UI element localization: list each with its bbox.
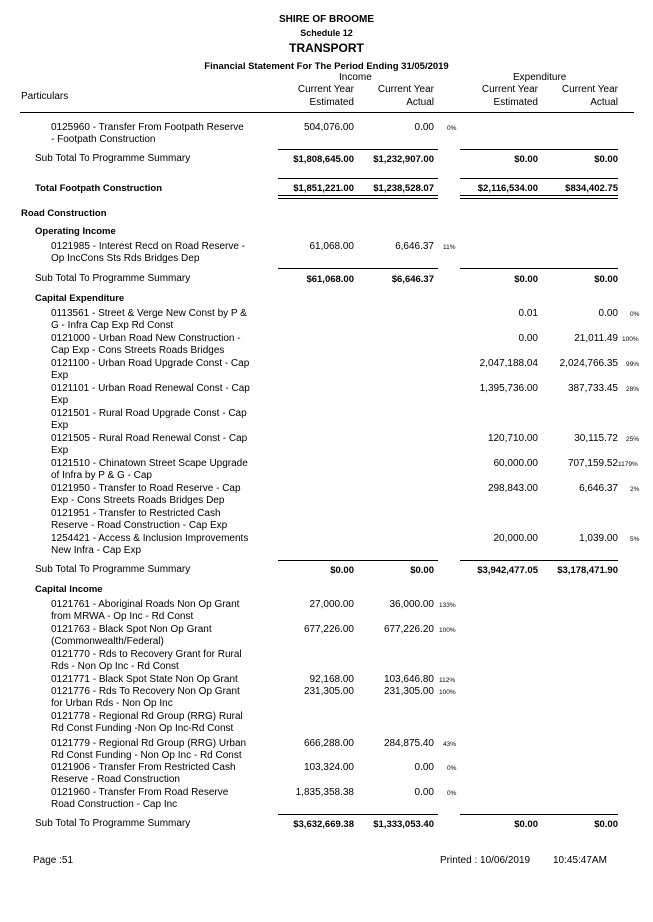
exp-act-head-1: Current Year <box>561 84 618 95</box>
op-subtotal-exp-est: $0.00 <box>514 274 538 285</box>
row-0121505-desc-2: Exp <box>51 445 69 456</box>
exp-est-head-2: Estimated <box>493 97 538 108</box>
row-0121763-desc-1: 0121763 - Black Spot Non Op Grant <box>51 624 212 635</box>
page-number: Page :51 <box>33 855 74 866</box>
capital-expenditure-heading: Capital Expenditure <box>35 293 125 304</box>
row-0121510-desc-2: of Infra by P & G - Cap <box>51 470 152 481</box>
particulars-label: Particulars <box>21 91 69 102</box>
ci-subtotal-inc-act: $1,333,053.40 <box>373 819 434 830</box>
total-rule-inc <box>278 178 438 179</box>
subtotal-rule-exp <box>460 149 618 150</box>
row-0121960-inc-act: 0.00 <box>414 787 434 798</box>
row-0121510-pct: 1179% <box>618 461 638 468</box>
row-0121000-pct: 100% <box>622 336 639 343</box>
total-double-rule-exp <box>460 195 618 199</box>
op-sub-rule-inc <box>278 268 438 269</box>
row-0121906-inc-act: 0.00 <box>414 762 434 773</box>
op-subtotal-label: Sub Total To Programme Summary <box>35 273 191 284</box>
row-0121761-desc-2: from MRWA - Op Inc - Rd Const <box>51 611 194 622</box>
row-1254421-exp-est: 20,000.00 <box>493 533 538 544</box>
row-1254421-exp-act: 1,039.00 <box>579 533 618 544</box>
row-0121906-pct: 0% <box>447 765 457 772</box>
row-0125960-desc-2: - Footpath Construction <box>51 134 156 145</box>
ci-subtotal-inc-est: $3,632,669.38 <box>293 819 354 830</box>
op-sub-rule-exp <box>460 268 618 269</box>
row-0121906-inc-est: 103,324.00 <box>303 762 354 773</box>
row-0113561-desc-2: G - Infra Cap Exp Rd Const <box>51 320 174 331</box>
schedule-number: Schedule 12 <box>300 28 353 38</box>
ci-sub-rule-inc <box>278 814 438 815</box>
ce-sub-rule-exp <box>460 560 618 561</box>
ci-subtotal-exp-act: $0.00 <box>594 819 618 830</box>
row-0121950-desc-2: Exp - Cons Streets Roads Bridges Dep <box>51 495 225 506</box>
ce-subtotal-exp-act: $3,178,471.90 <box>557 565 618 576</box>
row-0121505-desc-1: 0121505 - Rural Road Renewal Const - Cap <box>51 433 248 444</box>
row-0121763-pct: 100% <box>439 627 456 634</box>
row-0125960-desc-1: 0125960 - Transfer From Footpath Reserve <box>51 122 244 133</box>
row-0121000-exp-est: 0.00 <box>518 333 538 344</box>
row-0121763-inc-est: 677,226.00 <box>303 624 354 635</box>
org-name: SHIRE OF BROOME <box>278 14 374 25</box>
row-0121779-desc-2: Rd Const Funding - Non Op Inc - Rd Const <box>51 750 242 761</box>
footpath-subtotal-label: Sub Total To Programme Summary <box>35 153 191 164</box>
row-0121770-desc-1: 0121770 - Rds to Recovery Grant for Rural <box>51 649 242 660</box>
footpath-subtotal-inc-act: $1,232,907.00 <box>373 154 434 165</box>
printed-date: Printed : 10/06/2019 <box>440 855 531 866</box>
row-0121776-desc-1: 0121776 - Rds To Recovery Non Op Grant <box>51 686 240 697</box>
row-0121100-pct: 99% <box>626 361 640 368</box>
row-0121951-desc-1: 0121951 - Transfer to Restricted Cash <box>51 508 221 519</box>
income-label: Income <box>339 72 372 83</box>
row-0121101-exp-est: 1,395,736.00 <box>479 383 538 394</box>
row-0121906-desc-2: Reserve - Road Construction <box>51 774 180 785</box>
row-0121505-exp-est: 120,710.00 <box>487 433 538 444</box>
row-0121776-desc-2: for Urban Rds - Non Op Inc <box>51 698 173 709</box>
ce-subtotal-label: Sub Total To Programme Summary <box>35 564 191 575</box>
row-0125960-inc-pct: 0% <box>447 125 457 132</box>
row-0121761-pct: 133% <box>439 602 456 609</box>
footpath-subtotal-exp-est: $0.00 <box>514 154 538 165</box>
row-0121101-desc-1: 0121101 - Urban Road Renewal Const - Cap <box>51 383 250 394</box>
row-0121779-desc-1: 0121779 - Regional Rd Group (RRG) Urban <box>51 738 247 749</box>
row-0121501-desc-1: 0121501 - Rural Road Upgrade Const - Cap <box>51 408 247 419</box>
row-0121985-inc-pct: 11% <box>443 244 456 251</box>
statement-title: Financial Statement For The Period Ending 31/05/2019 <box>204 61 449 72</box>
row-0121985-inc-est: 61,068.00 <box>309 241 354 252</box>
row-0121985-desc-2: Op IncCons Sts Rds Bridges Dep <box>51 253 200 264</box>
inc-act-head-2: Actual <box>406 97 434 108</box>
ci-sub-rule-exp <box>460 814 618 815</box>
row-0121951-desc-2: Reserve - Road Construction - Cap Exp <box>51 520 228 531</box>
total-rule-exp <box>460 178 618 179</box>
row-0121950-exp-act: 6,646.37 <box>579 483 618 494</box>
inc-est-head-1: Current Year <box>297 84 354 95</box>
row-0125960-inc-act: 0.00 <box>414 122 434 133</box>
inc-est-head-2: Estimated <box>309 97 354 108</box>
op-subtotal-inc-est: $61,068.00 <box>306 274 354 285</box>
footpath-subtotal-exp-act: $0.00 <box>594 154 618 165</box>
footpath-total-inc-est: $1,851,221.00 <box>293 183 354 194</box>
ci-subtotal-label: Sub Total To Programme Summary <box>35 818 191 829</box>
row-0121960-inc-est: 1,835,358.38 <box>295 787 354 798</box>
row-0121779-pct: 43% <box>443 741 457 748</box>
row-0121778-desc-1: 0121778 - Regional Rd Group (RRG) Rural <box>51 711 243 722</box>
row-0121763-desc-2: (Commonwealth/Federal) <box>51 636 164 647</box>
row-0121100-exp-est: 2,047,188.04 <box>479 358 538 369</box>
row-0121950-pct: 2% <box>630 486 640 493</box>
op-subtotal-inc-act: $6,646.37 <box>391 274 434 285</box>
footpath-total-label: Total Footpath Construction <box>35 183 162 194</box>
row-0121761-inc-act: 36,000.00 <box>389 599 434 610</box>
row-0113561-exp-est: 0.01 <box>518 308 538 319</box>
row-0121101-desc-2: Exp <box>51 395 69 406</box>
row-0121771-inc-est: 92,168.00 <box>309 674 354 685</box>
ce-sub-rule-inc <box>278 560 438 561</box>
operating-income-heading: Operating Income <box>35 226 116 237</box>
row-0121000-desc-1: 0121000 - Urban Road New Construction - <box>51 333 241 344</box>
row-0121100-desc-1: 0121100 - Urban Road Upgrade Const - Cap <box>51 358 250 369</box>
row-0121950-desc-1: 0121950 - Transfer to Road Reserve - Cap <box>51 483 241 494</box>
row-0121985-desc-1: 0121985 - Interest Recd on Road Reserve - <box>51 241 245 252</box>
expenditure-label: Expenditure <box>513 72 567 83</box>
row-0121101-pct: 28% <box>626 386 640 393</box>
row-0121101-exp-act: 387,733.45 <box>567 383 618 394</box>
capital-income-heading: Capital Income <box>35 584 103 595</box>
row-0121100-exp-act: 2,024,766.35 <box>559 358 618 369</box>
row-0121761-inc-est: 27,000.00 <box>309 599 354 610</box>
row-0121776-inc-act: 231,305.00 <box>383 686 434 697</box>
road-construction-heading: Road Construction <box>21 208 107 219</box>
row-0113561-desc-1: 0113561 - Street & Verge New Const by P & <box>51 308 247 319</box>
row-1254421-desc-2: New Infra - Cap Exp <box>51 545 142 556</box>
row-0121776-inc-est: 231,305.00 <box>303 686 354 697</box>
op-subtotal-exp-act: $0.00 <box>594 274 618 285</box>
total-double-rule-inc <box>278 195 438 199</box>
exp-act-head-2: Actual <box>590 97 618 108</box>
row-0121960-desc-1: 0121960 - Transfer From Road Reserve <box>51 787 229 798</box>
footpath-total-inc-act: $1,238,528.07 <box>373 183 434 194</box>
row-1254421-pct: 5% <box>630 536 640 543</box>
row-0121505-pct: 25% <box>626 436 640 443</box>
footpath-total-exp-est: $2,116,534.00 <box>477 183 538 194</box>
row-0125960-inc-est: 504,076.00 <box>303 122 354 133</box>
row-0121501-desc-2: Exp <box>51 420 69 431</box>
row-0121100-desc-2: Exp <box>51 370 69 381</box>
row-0121770-desc-2: Rds - Non Op Inc - Rd Const <box>51 661 179 672</box>
row-0121771-desc-1: 0121771 - Black Spot State Non Op Grant <box>51 674 238 685</box>
footpath-subtotal-inc-est: $1,808,645.00 <box>293 154 354 165</box>
row-0121510-desc-1: 0121510 - Chinatown Street Scape Upgrade <box>51 458 248 469</box>
row-0121510-exp-act: 707,159.52 <box>567 458 618 469</box>
row-0121906-desc-1: 0121906 - Transfer From Restricted Cash <box>51 762 236 773</box>
row-0121779-inc-est: 666,288.00 <box>303 738 354 749</box>
row-0121778-desc-2: Rd Const Funding -Non Op Inc-Rd Const <box>51 723 234 734</box>
printed-time: 10:45:47AM <box>553 855 607 866</box>
ce-subtotal-inc-est: $0.00 <box>330 565 354 576</box>
row-0121985-inc-act: 6,646.37 <box>395 241 434 252</box>
exp-est-head-1: Current Year <box>481 84 538 95</box>
row-0121000-desc-2: Cap Exp - Cons Streets Roads Bridges <box>51 345 225 356</box>
row-0121761-desc-1: 0121761 - Aboriginal Roads Non Op Grant <box>51 599 240 610</box>
row-0113561-pct: 0% <box>630 311 640 318</box>
header-rule <box>20 112 634 113</box>
ce-subtotal-exp-est: $3,942,477.05 <box>477 565 538 576</box>
footpath-total-exp-act: $834,402.75 <box>565 183 618 194</box>
subtotal-rule-inc <box>278 149 438 150</box>
row-1254421-desc-1: 1254421 - Access & Inclusion Improvements <box>51 533 249 544</box>
row-0121779-inc-act: 284,875.40 <box>383 738 434 749</box>
row-0121776-pct: 100% <box>439 689 456 696</box>
row-0121000-exp-act: 21,011.49 <box>574 333 618 344</box>
inc-act-head-1: Current Year <box>377 84 434 95</box>
ce-subtotal-inc-act: $0.00 <box>410 565 434 576</box>
row-0121771-pct: 112% <box>439 677 456 684</box>
row-0121950-exp-est: 298,843.00 <box>487 483 538 494</box>
row-0121763-inc-act: 677,226.20 <box>383 624 434 635</box>
section-title: TRANSPORT <box>289 41 364 55</box>
row-0121960-desc-2: Road Construction - Cap Inc <box>51 799 178 810</box>
row-0121510-exp-est: 60,000.00 <box>493 458 538 469</box>
row-0121960-pct: 0% <box>447 790 457 797</box>
row-0121505-exp-act: 30,115.72 <box>574 433 618 444</box>
row-0113561-exp-act: 0.00 <box>598 308 618 319</box>
ci-subtotal-exp-est: $0.00 <box>514 819 538 830</box>
row-0121771-inc-act: 103,646.80 <box>383 674 434 685</box>
